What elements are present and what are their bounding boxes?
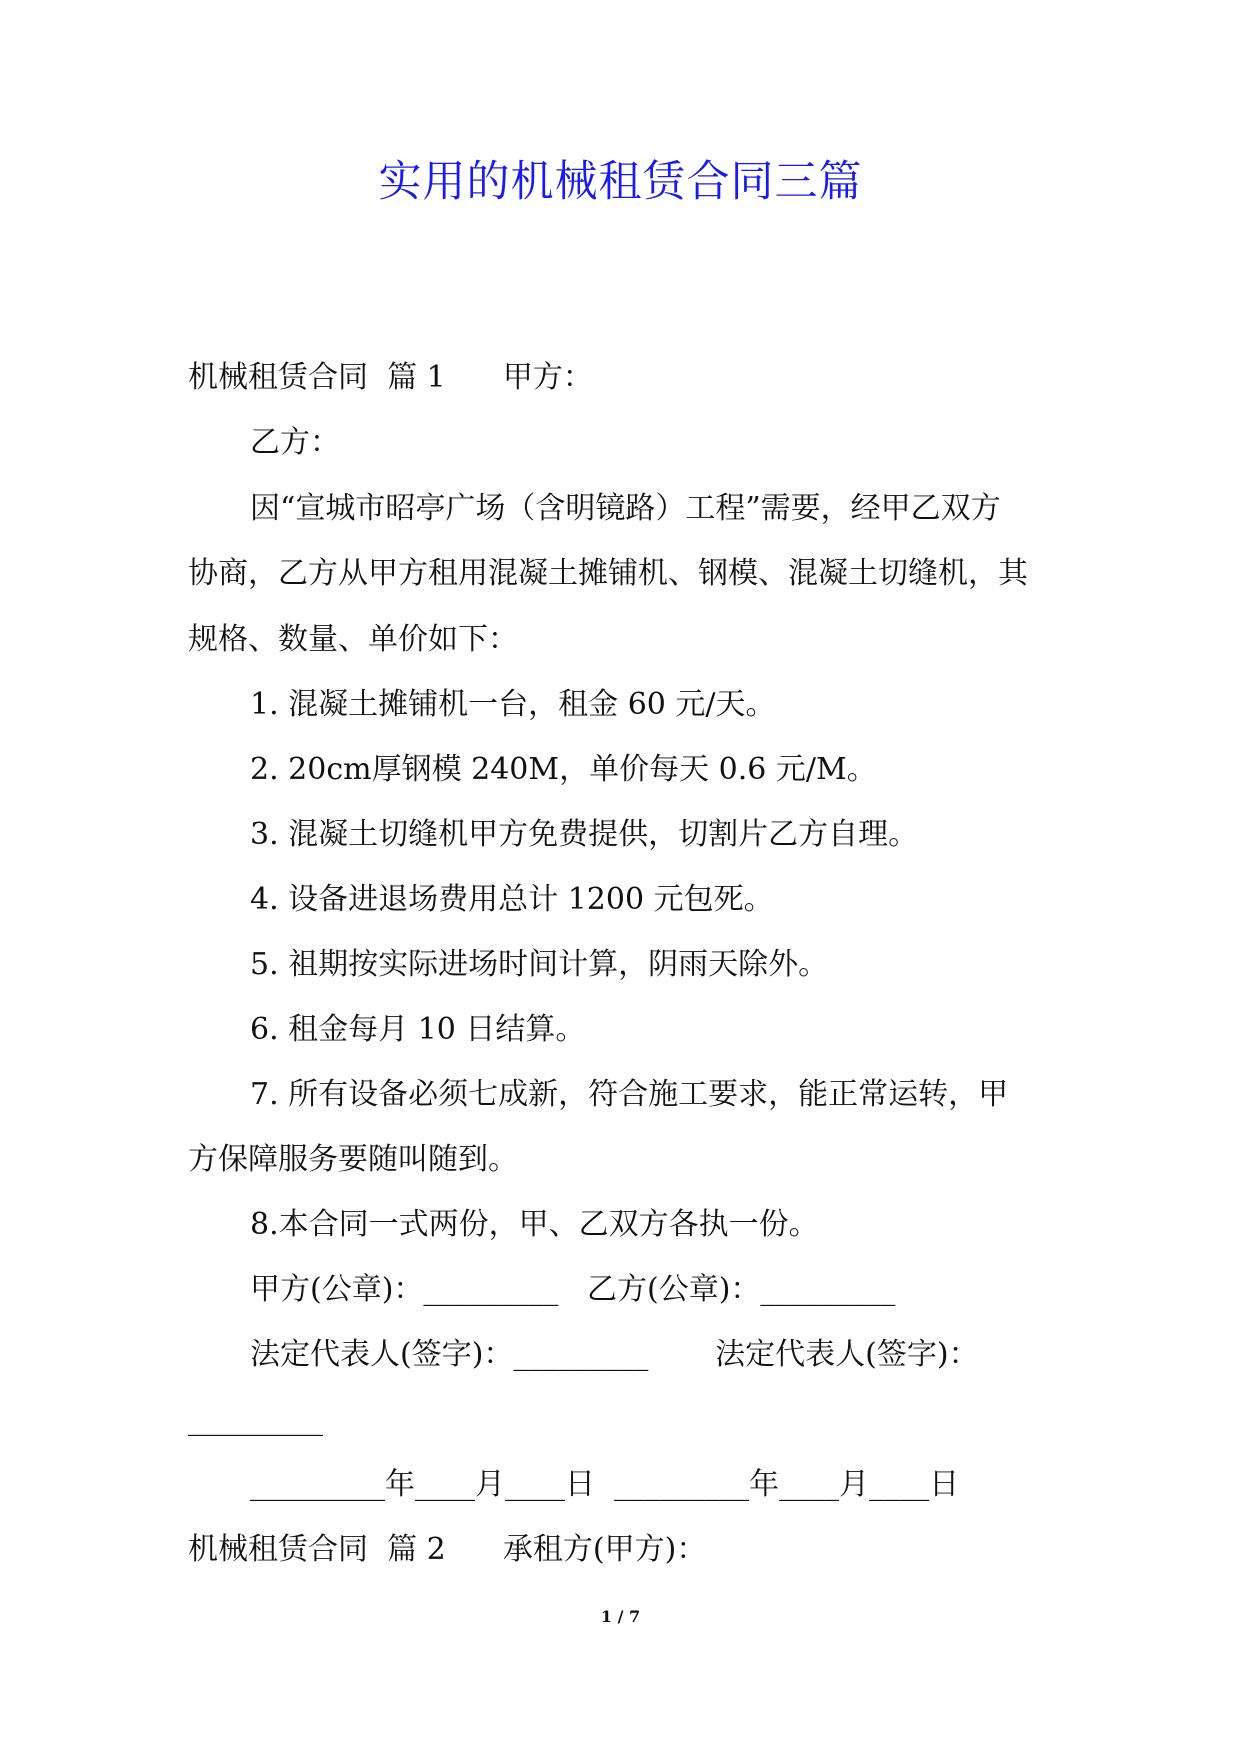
signature-line: 甲方(公章)：_________ 乙方(公章)：_________: [250, 1272, 896, 1307]
paragraph-line: 方保障服务要随叫随到。: [188, 1142, 518, 1177]
page-indicator: 1 / 7: [600, 1607, 641, 1626]
list-item: 4. 设备进退场费用总计 1200 元包死。: [250, 882, 774, 917]
list-item: 7. 所有设备必须七成新，符合施工要求，能正常运转，甲: [250, 1077, 1009, 1112]
date-line: _________年____月____日 _________年____月____日: [250, 1467, 960, 1502]
party-b-label: 乙方：: [250, 425, 340, 460]
list-item: 5. 祖期按实际进场时间计算，阴雨天除外。: [250, 947, 829, 982]
signature-blank: _________: [188, 1402, 323, 1437]
section-heading-1: 机械租赁合同 篇 1 甲方：: [188, 360, 593, 395]
list-item: 6. 租金每月 10 日结算。: [250, 1012, 586, 1047]
list-item: 3. 混凝土切缝机甲方免费提供，切割片乙方自理。: [250, 817, 919, 852]
list-item: 1. 混凝土摊铺机一台，租金 60 元/天。: [250, 687, 776, 722]
paragraph-line: 因“宣城市昭亭广场（含明镜路）工程”需要，经甲乙双方: [250, 491, 1001, 526]
paragraph-line: 协商，乙方从甲方租用混凝土摊铺机、钢模、混凝土切缝机，其: [188, 556, 1028, 591]
list-item: 2. 20cm厚钢模 240M，单价每天 0.6 元/M。: [250, 752, 877, 787]
signature-line: 法定代表人(签字)：_________ 法定代表人(签字)：: [250, 1337, 979, 1372]
document-title: 实用的机械租赁合同三篇: [378, 157, 863, 207]
list-item: 8.本合同一式两份，甲、乙双方各执一份。: [250, 1207, 819, 1242]
paragraph-line: 规格、数量、单价如下：: [188, 622, 518, 657]
section-heading-2: 机械租赁合同 篇 2 承租方(甲方)：: [188, 1532, 707, 1567]
